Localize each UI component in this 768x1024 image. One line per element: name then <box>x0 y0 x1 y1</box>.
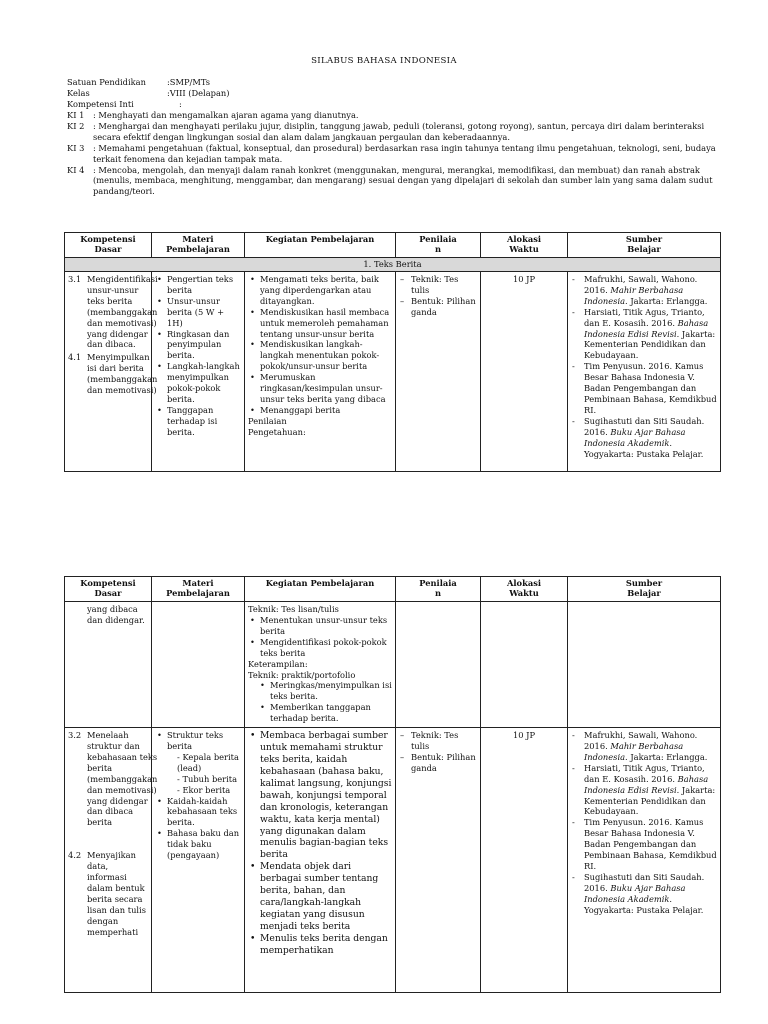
kd-item <box>68 273 158 351</box>
ki-label: KI 2 <box>67 120 85 131</box>
header-penilaian: Penilaia n <box>396 577 481 602</box>
header-kompetensi-dasar: Kompetensi Dasar <box>65 233 152 258</box>
kd-cell <box>65 601 152 727</box>
list-item: • Mendiskusikan hasil membaca untuk memeroleh pemahaman tentang unsur-unsur berita <box>260 307 392 340</box>
header-penilaian: Penilaia n <box>396 233 481 258</box>
table-row <box>65 601 721 727</box>
alokasi-cell <box>481 601 568 727</box>
list-item: • Membaca berbagai sumber untuk memahami struktur teks berita, kaidah kebahasaan (bahasa baku, kalimat langsung, konjungsi bawah, konjungsi temporal dan kronologis, keterangan waktu, kata kerja mental) yang digunakan dalam menulis bagian-bagian teks berita <box>260 730 392 861</box>
document-title: SILABUS BAHASA INDONESIA <box>311 56 457 66</box>
list-item: - Harsiati, Titik Agus, Trianto, dan E. Kosasih. 2016. Bahasa Indonesia Edisi Revisi. Jakarta: Kementerian Pendidikan dan Kebudayaan. <box>584 763 717 818</box>
list-item: - Sugihastuti dan Siti Saudah. 2016. Buku Ajar Bahasa Indonesia Akademik. Yogyakarta: Pustaka Pelajar. <box>584 872 717 916</box>
meta-sep: : <box>167 87 170 98</box>
ki-label: KI 4 <box>67 164 85 175</box>
list-item: – Bentuk: Pilihan ganda <box>411 296 477 318</box>
sumber-cell <box>568 727 721 992</box>
header-alokasi: Alokasi Waktu <box>481 577 568 602</box>
meta-sep: : <box>167 77 170 87</box>
sumber-cell <box>568 271 721 471</box>
meta-row <box>67 77 717 88</box>
header-kegiatan: Kegiatan Pembelajaran <box>245 233 396 258</box>
alokasi-cell: 10 JP <box>481 727 568 992</box>
list-item: – Teknik: Tes tulis <box>411 274 477 296</box>
list-item: - Sugihastuti dan Siti Saudah. 2016. Buku Ajar Bahasa Indonesia Akademik. Yogyakarta: Pustaka Pelajar. <box>584 416 717 460</box>
list-item: • Ringkasan dan penyimpulan berita. <box>167 329 241 362</box>
list-item: – Bentuk: Pilihan ganda <box>411 752 477 774</box>
list-item: - Tim Penyusun. 2016. Kamus Besar Bahasa Indonesia V. Badan Pengembangan dan Pembinaan Bahasa, Kemdikbud RI. <box>584 817 717 872</box>
kd-number: 4.2 <box>68 850 82 861</box>
header-kompetensi-dasar: Kompetensi Dasar <box>65 577 152 602</box>
penilaian-cell <box>396 271 481 471</box>
kd-text: Menelaah struktur dan kebahasaan teks berita (membanggakan dan memotivasi) yang didengar dan dibaca berita <box>87 729 158 828</box>
section-title: 1. Teks Berita <box>65 257 721 271</box>
header-sumber: Sumber Belajar <box>568 233 721 258</box>
ki-item <box>67 143 717 165</box>
header-materi: Materi Pembelajaran <box>152 577 245 602</box>
sub-item: - Kepala berita (lead) <box>177 752 241 774</box>
header-kegiatan: Kegiatan Pembelajaran <box>245 577 396 602</box>
penilaian-cell <box>396 727 481 992</box>
kd-text: Menyimpulkan isi dari berita (membanggakan dan memotivasi) <box>87 352 158 396</box>
materi-cell <box>152 271 245 471</box>
kd-number: 3.1 <box>68 273 82 284</box>
list-item: • Struktur teks berita - Kepala berita (lead) - Tubuh berita - Ekor berita <box>167 730 241 796</box>
section-row <box>65 257 721 271</box>
list-item: - Mafrukhi, Sawali, Wahono. 2016. Mahir Berbahasa Indonesia. Jakarta: Erlangga. <box>584 730 717 763</box>
ki-text: : Memahami pengetahuan (faktual, konseptual, dan prosedural) berdasarkan rasa ingin tahunya tentang ilmu pengetahuan, teknologi, seni, budaya terkait fenomena dan kejadian tampak mata. <box>93 142 716 164</box>
kegiatan-note: Pengetahuan: <box>248 426 306 437</box>
list-item: • Tanggapan terhadap isi berita. <box>167 405 241 438</box>
sumber-cell <box>568 601 721 727</box>
penilaian-cell <box>396 601 481 727</box>
ki-item <box>67 110 717 121</box>
list-item: • Mengidentifikasi pokok-pokok teks berita <box>260 637 392 659</box>
list-item: • Unsur-unsur berita (5 W + 1H) <box>167 296 241 329</box>
list-item: - Harsiati, Titik Agus, Trianto, dan E. Kosasih. 2016. Bahasa Indonesia Edisi Revisi. Jakarta: Kementerian Pendidikan dan Kebudayaan. <box>584 307 717 362</box>
list-item: • Mendata objek dari berbagai sumber tentang berita, bahan, dan cara/langkah-langkah kegiatan yang disusun menjadi teks berita <box>260 861 392 933</box>
alokasi-cell: 10 JP <box>481 271 568 471</box>
meta-row <box>67 99 717 110</box>
kd-cell <box>65 727 158 992</box>
meta-value: VIII (Delapan) <box>169 87 230 98</box>
ki-item <box>67 165 717 198</box>
list-item: • Kaidah-kaidah kebahasaan teks berita. <box>167 796 241 829</box>
table-row <box>65 727 721 992</box>
kegiatan-note: Penilaian <box>248 416 287 427</box>
ki-text: : Menghargai dan menghayati perilaku jujur, disiplin, tanggung jawab, peduli (toleransi, gotong royong), santun, percaya diri dalam berinteraksi secara efektif dengan lingkungan sosial dan alam dalam jangkauan pergaulan dan keberadaannya. <box>93 120 705 142</box>
syllabus-table-2 <box>64 576 721 993</box>
table-header-row <box>65 577 721 602</box>
list-item: • Memberikan tanggapan terhadap berita. <box>270 702 392 724</box>
syllabus-meta <box>67 77 717 197</box>
meta-row <box>67 88 717 99</box>
list-item: • Menentukan unsur-unsur teks berita <box>260 615 392 637</box>
ki-label: KI 1 <box>67 109 85 120</box>
list-item: • Menanggapi berita <box>260 405 392 416</box>
list-item: • Mengamati teks berita, baik yang diperdengarkan atau ditayangkan. <box>260 274 392 307</box>
list-item: – Teknik: Tes tulis <box>411 730 477 752</box>
list-item: • Merumuskan ringkasan/kesimpulan unsur-unsur teks berita yang dibaca <box>260 372 392 405</box>
list-item: • Menulis teks berita dengan memperhatikan <box>260 933 392 957</box>
syllabus-table-1 <box>64 232 721 472</box>
kegiatan-note: Teknik: Tes lisan/tulis <box>248 603 339 614</box>
list-item: • Langkah-langkah menyimpulkan pokok-pokok berita. <box>167 361 241 405</box>
kd-cell <box>65 271 158 471</box>
list-item: • Bahasa baku dan tidak baku (pengayaan) <box>167 828 241 861</box>
header-sumber: Sumber Belajar <box>568 577 721 602</box>
materi-cell <box>152 601 245 727</box>
meta-key: Satuan Pendidikan <box>67 77 146 87</box>
header-materi: Materi Pembelajaran <box>152 233 245 258</box>
list-item: • Pengertian teks berita <box>167 274 241 296</box>
meta-sep: : <box>179 98 182 109</box>
ki-text: : Menghayati dan mengamalkan ajaran agama yang dianutnya. <box>93 109 359 120</box>
sub-item: - Tubuh berita <box>177 774 241 785</box>
sub-item: - Ekor berita <box>177 785 241 796</box>
kegiatan-cell <box>245 601 396 727</box>
list-item: - Tim Penyusun. 2016. Kamus Besar Bahasa Indonesia V. Badan Pengembangan dan Pembinaan Bahasa, Kemdikbud RI. <box>584 361 717 416</box>
kd-text: yang dibaca dan didengar. <box>87 603 145 625</box>
meta-value: SMP/MTs <box>169 77 211 87</box>
kd-text: Mengidentifikasi unsur-unsur teks berita (membanggakan dan memotivasi) yang didengar dan dibaca. <box>87 273 158 350</box>
kd-number: 4.1 <box>68 352 82 363</box>
ki-item <box>67 121 717 143</box>
ki-label: KI 3 <box>67 142 85 153</box>
header-alokasi: Alokasi Waktu <box>481 233 568 258</box>
kegiatan-cell <box>245 727 396 992</box>
kd-text: Menyajikan data, informasi dalam bentuk berita secara lisan dan tulis dengan memperhati <box>87 850 146 937</box>
kegiatan-note: Teknik: praktik/portofolio <box>248 669 356 680</box>
kegiatan-note: Keterampilan: <box>248 658 308 669</box>
kd-number: 3.2 <box>68 729 82 740</box>
materi-cell <box>152 727 245 992</box>
list-item: • Meringkas/menyimpulkan isi teks berita. <box>270 680 392 702</box>
table-row <box>65 271 721 471</box>
kd-item <box>68 729 158 828</box>
kd-item <box>68 352 158 396</box>
meta-key: Kompetensi Inti <box>67 98 134 109</box>
kd-item <box>68 850 148 938</box>
ki-text: : Mencoba, mengolah, dan menyaji dalam ranah konkret (menggunakan, mengurai, merangkai, memodifikasi, dan membuat) dan ranah abstrak (menulis, membaca, menghitung, menggambar, dan mengarang) sesuai dengan yang dipelajari di sekolah dan sumber lain yang sama dalam sudut pandang/teori. <box>93 164 713 197</box>
list-item: • Mendiskusikan langkah-langkah menentukan pokok-pokok/unsur-unsur berita <box>260 339 392 372</box>
table-header-row <box>65 233 721 258</box>
list-item: - Mafrukhi, Sawali, Wahono. 2016. Mahir Berbahasa Indonesia. Jakarta: Erlangga. <box>584 274 717 307</box>
meta-key: Kelas <box>67 87 90 98</box>
kegiatan-cell <box>245 271 396 471</box>
